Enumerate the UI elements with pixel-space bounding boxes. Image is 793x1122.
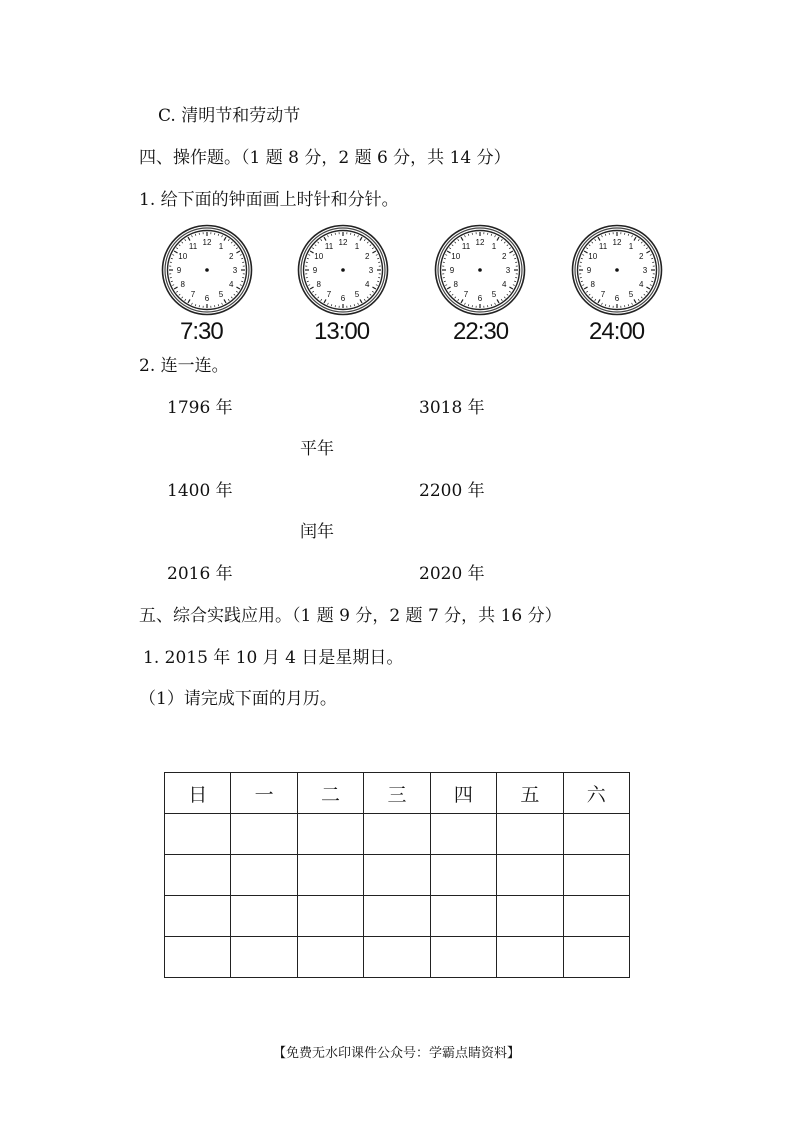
clock-number: 3 <box>505 266 511 275</box>
clock-number: 1 <box>628 241 634 251</box>
clock-number: 4 <box>229 280 234 289</box>
calendar-cell[interactable] <box>497 896 563 937</box>
clock-face-1[interactable] <box>161 224 253 316</box>
match-left-1[interactable]: 1796 年 <box>167 398 233 418</box>
clock-center-dot <box>341 268 345 272</box>
match-center-2[interactable]: 闰年 <box>300 522 334 542</box>
section5-q1-sub1: （1）请完成下面的月历。 <box>139 689 337 709</box>
calendar-row <box>165 896 630 937</box>
match-right-1[interactable]: 3018 年 <box>419 398 485 418</box>
calendar-cell[interactable] <box>430 814 496 855</box>
calendar-header-mon: 一 <box>231 773 297 814</box>
clock-number: 3 <box>368 266 374 275</box>
match-left-2[interactable]: 1400 年 <box>167 481 233 501</box>
clock-center-dot <box>478 268 482 272</box>
calendar-cell[interactable] <box>297 937 363 978</box>
match-left-3[interactable]: 2016 年 <box>167 564 233 584</box>
clock-face-3[interactable] <box>434 224 526 316</box>
calendar-cell[interactable] <box>430 855 496 896</box>
clock-number: 6 <box>477 294 483 303</box>
clock-number: 2 <box>502 252 507 261</box>
clock-number: 10 <box>588 252 598 261</box>
clock-number: 9 <box>586 266 592 275</box>
clock-number: 4 <box>502 280 507 289</box>
clock-number: 11 <box>598 241 608 251</box>
clock-number: 12 <box>338 238 348 247</box>
footer-note: 【免费无水印课件公众号：学霸点睛资料】 <box>272 1046 520 1061</box>
calendar-header-sun: 日 <box>165 773 231 814</box>
clock-number: 10 <box>178 252 188 261</box>
section5-heading: 五、综合实践应用。（1 题 9 分，2 题 7 分，共 16 分） <box>139 606 562 626</box>
calendar-table <box>164 772 630 978</box>
calendar-cell[interactable] <box>231 896 297 937</box>
clock-number: 1 <box>218 241 224 251</box>
clock-number: 12 <box>612 238 622 247</box>
calendar-cell[interactable] <box>364 937 430 978</box>
calendar-header-row <box>165 773 630 814</box>
clock-center-dot <box>615 268 619 272</box>
clock-number: 3 <box>232 266 238 275</box>
clock-number: 7 <box>463 290 469 300</box>
calendar-header-thu: 四 <box>430 773 496 814</box>
section4-q2: 2. 连一连。 <box>139 356 229 376</box>
clock-number: 9 <box>176 266 182 275</box>
calendar-cell[interactable] <box>563 814 629 855</box>
clock-number: 10 <box>451 252 461 261</box>
clock-number: 5 <box>218 290 224 300</box>
clock-number: 5 <box>354 290 360 300</box>
calendar-cell[interactable] <box>165 896 231 937</box>
clock-number: 6 <box>340 294 346 303</box>
clock-number: 8 <box>316 280 321 289</box>
calendar-cell[interactable] <box>497 814 563 855</box>
clock-time-1: 7:30 <box>180 318 223 345</box>
section5-q1: 1. 2015 年 10 月 4 日是星期日。 <box>143 648 404 668</box>
calendar-cell[interactable] <box>430 896 496 937</box>
calendar-row <box>165 855 630 896</box>
calendar-header-sat: 六 <box>563 773 629 814</box>
calendar-row <box>165 937 630 978</box>
clock-number: 11 <box>324 241 334 251</box>
clock-center-dot <box>205 268 209 272</box>
clock-number: 2 <box>365 252 370 261</box>
clock-number: 7 <box>326 290 332 300</box>
clock-number: 8 <box>180 280 185 289</box>
calendar-cell[interactable] <box>231 814 297 855</box>
calendar-cell[interactable] <box>165 814 231 855</box>
clock-number: 8 <box>453 280 458 289</box>
calendar-header-fri: 五 <box>497 773 563 814</box>
clock-number: 4 <box>639 280 644 289</box>
clock-number: 9 <box>312 266 318 275</box>
clock-number: 1 <box>491 241 497 251</box>
clock-time-3: 22:30 <box>453 318 509 345</box>
clock-number: 7 <box>190 290 196 300</box>
calendar-cell[interactable] <box>231 937 297 978</box>
match-center-1[interactable]: 平年 <box>300 439 334 459</box>
calendar-cell[interactable] <box>297 814 363 855</box>
clock-time-2: 13:00 <box>314 318 370 345</box>
section4-q1: 1. 给下面的钟面画上时针和分针。 <box>139 190 399 210</box>
clock-number: 7 <box>600 290 606 300</box>
clock-number: 4 <box>365 280 370 289</box>
clock-number: 2 <box>639 252 644 261</box>
clock-number: 9 <box>449 266 455 275</box>
clock-number: 10 <box>314 252 324 261</box>
calendar-cell[interactable] <box>165 855 231 896</box>
calendar-cell[interactable] <box>563 855 629 896</box>
calendar-cell[interactable] <box>165 937 231 978</box>
clock-number: 11 <box>461 241 471 251</box>
calendar-header-wed: 三 <box>364 773 430 814</box>
clock-face-4[interactable] <box>571 224 663 316</box>
calendar-cell[interactable] <box>364 896 430 937</box>
calendar-cell[interactable] <box>297 896 363 937</box>
clock-number: 6 <box>614 294 620 303</box>
clock-number: 1 <box>354 241 360 251</box>
clock-number: 5 <box>628 290 634 300</box>
calendar-cell[interactable] <box>497 855 563 896</box>
calendar-cell[interactable] <box>364 855 430 896</box>
calendar-cell[interactable] <box>497 937 563 978</box>
clock-number: 6 <box>204 294 210 303</box>
clock-number: 2 <box>229 252 234 261</box>
calendar-cell[interactable] <box>563 937 629 978</box>
clock-number: 11 <box>188 241 198 251</box>
clock-number: 5 <box>491 290 497 300</box>
calendar-row <box>165 814 630 855</box>
option-c: C. 清明节和劳动节 <box>158 106 301 126</box>
calendar-cell[interactable] <box>563 896 629 937</box>
calendar-cell[interactable] <box>364 814 430 855</box>
calendar-cell[interactable] <box>297 855 363 896</box>
clock-number: 12 <box>202 238 212 247</box>
clock-time-4: 24:00 <box>589 318 645 345</box>
calendar-cell[interactable] <box>430 937 496 978</box>
clock-face-2[interactable] <box>297 224 389 316</box>
clock-number: 8 <box>590 280 595 289</box>
match-right-3[interactable]: 2020 年 <box>419 564 485 584</box>
calendar-cell[interactable] <box>231 855 297 896</box>
clock-number: 12 <box>475 238 485 247</box>
section4-heading: 四、操作题。（1 题 8 分，2 题 6 分，共 14 分） <box>139 148 511 168</box>
match-right-2[interactable]: 2200 年 <box>419 481 485 501</box>
clock-number: 3 <box>642 266 648 275</box>
calendar-header-tue: 二 <box>297 773 363 814</box>
